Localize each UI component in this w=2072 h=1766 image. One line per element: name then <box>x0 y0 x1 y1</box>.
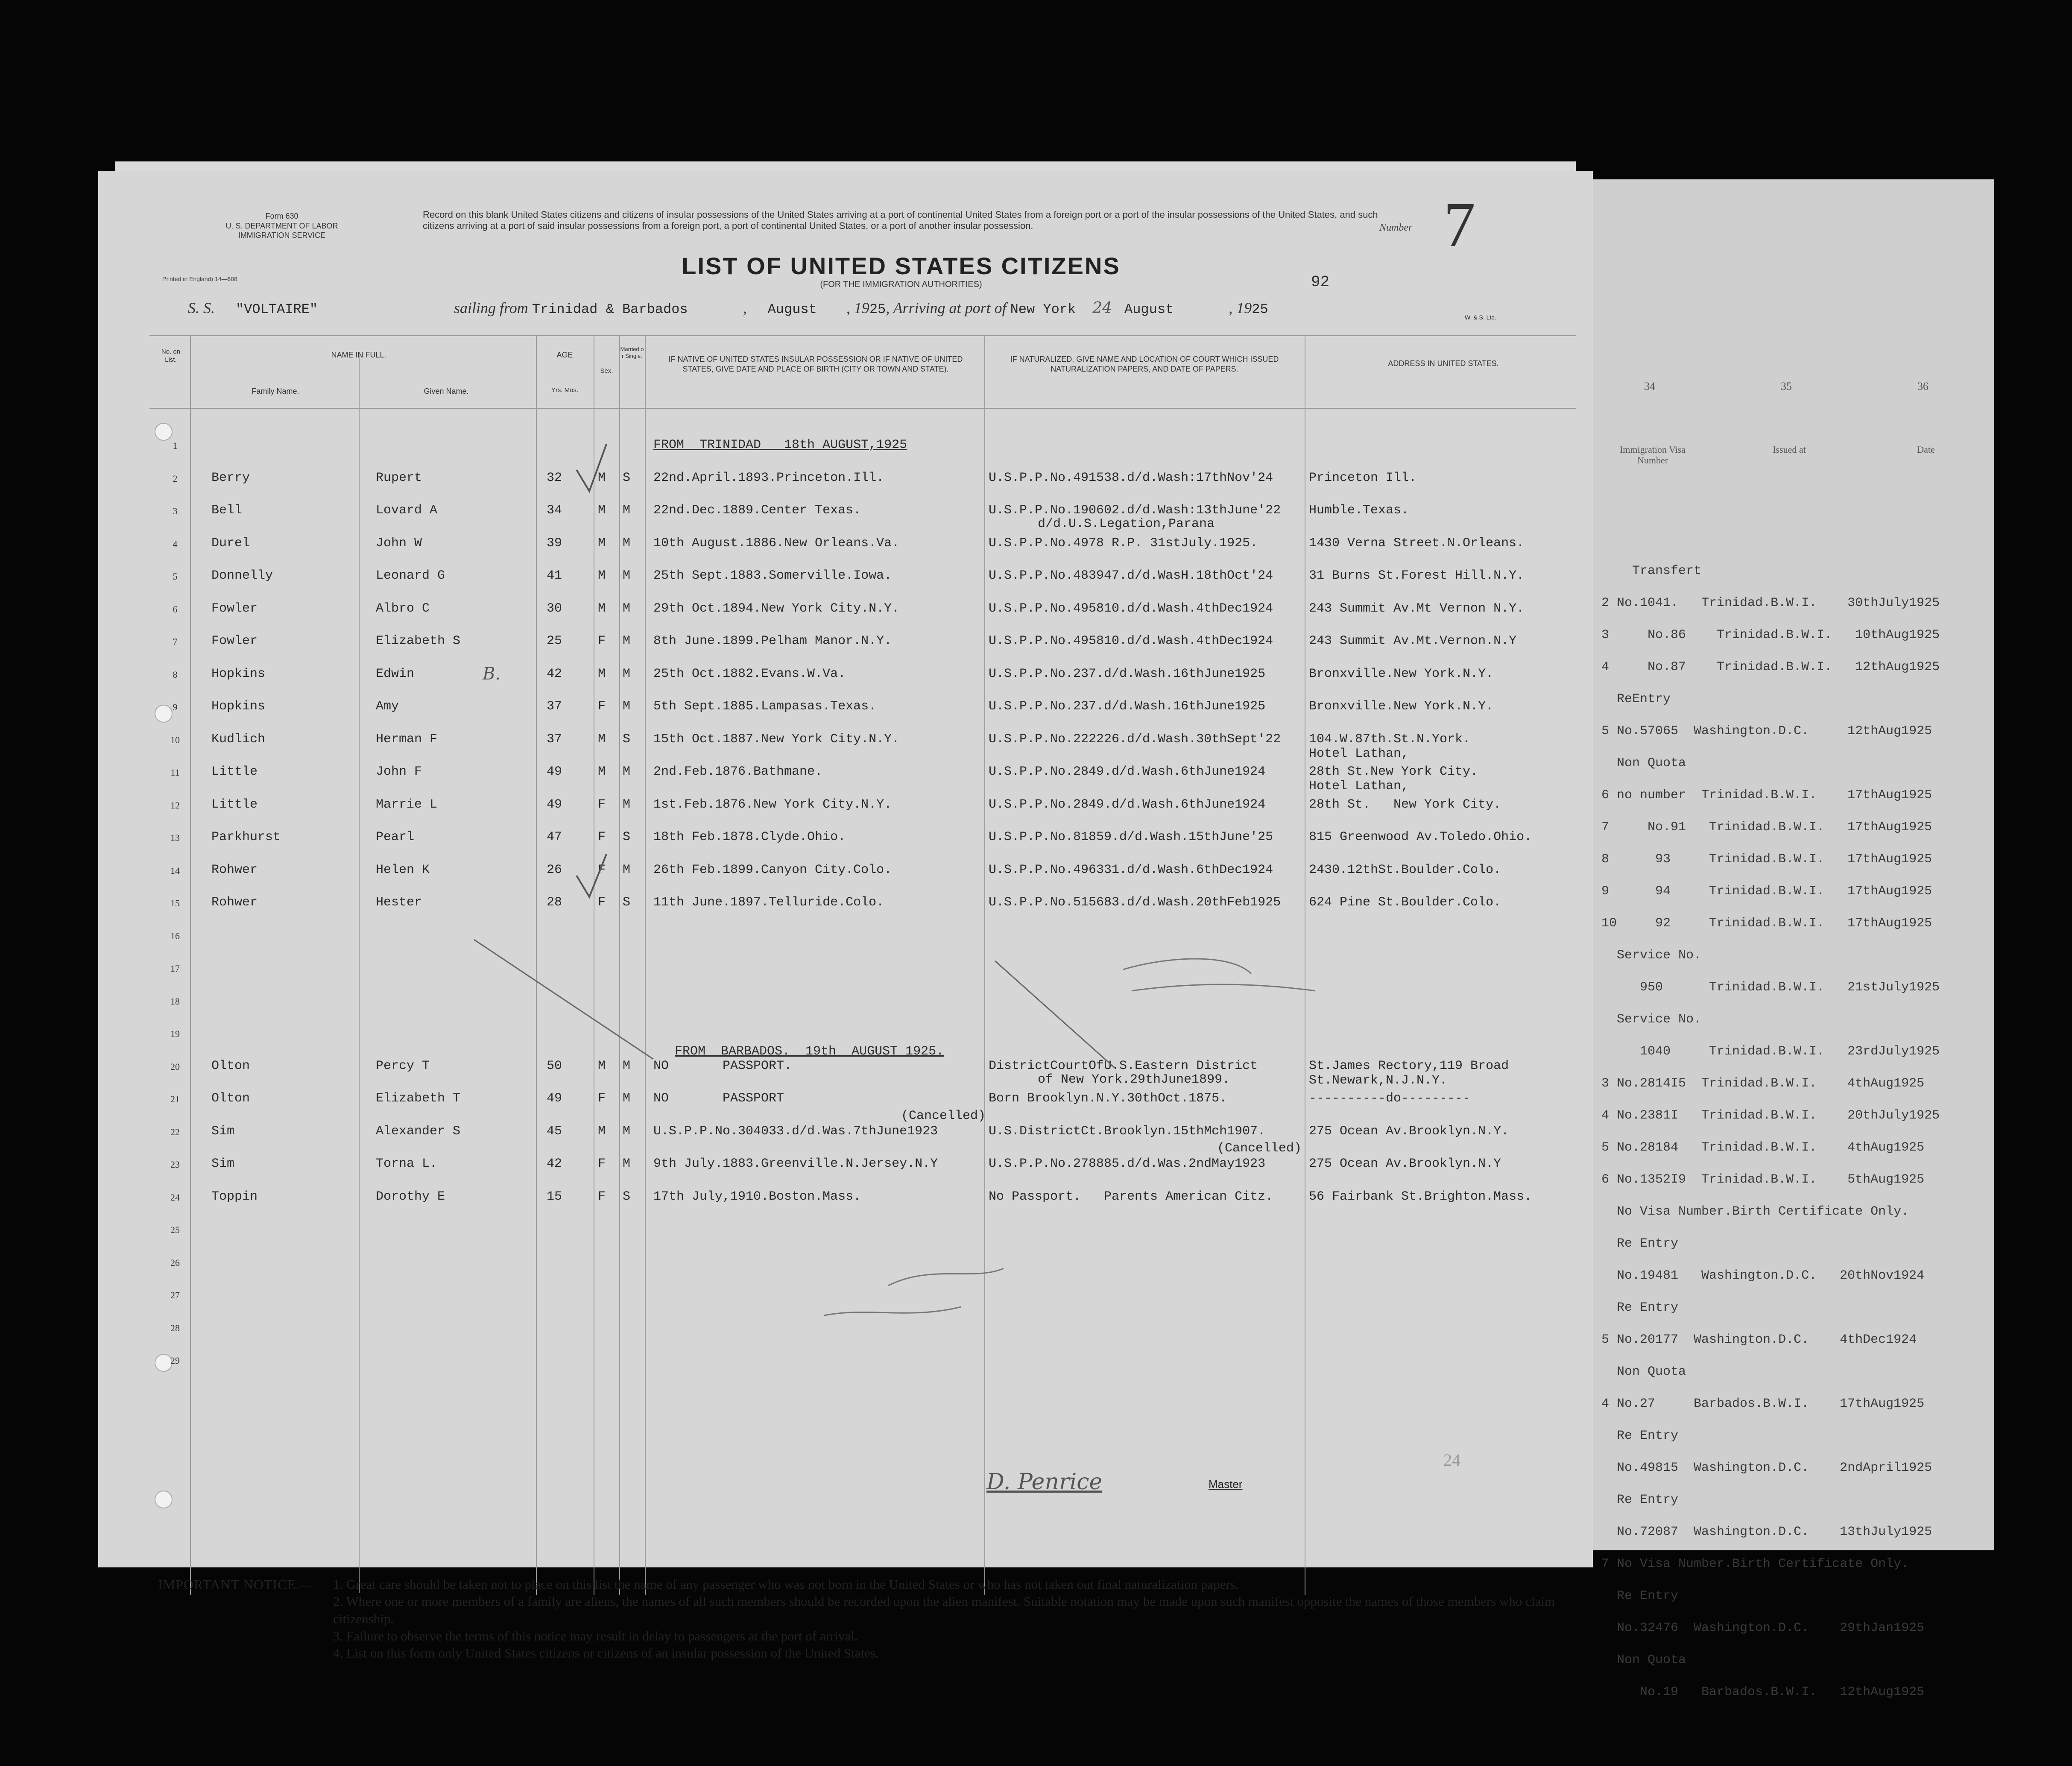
notice-item: 1. Great care should be taken not to place on this list the name of any passenger who was not born in the United States or who has not taken out final naturalization papers. <box>333 1577 1239 1592</box>
row-number: 2 <box>173 473 178 484</box>
marital-status: S <box>623 732 631 747</box>
birth-info: 9th July.1883.Greenville.N.Jersey.N.Y <box>653 1157 938 1171</box>
naturalization-info: U.S.P.P.No.237.d/d.Wash.16thJune1925 <box>989 699 1266 714</box>
ship-prefix: S. S. <box>188 299 215 316</box>
naturalization-info-2: d/d.U.S.Legation,Parana <box>1038 517 1215 531</box>
age: 42 <box>547 1157 562 1171</box>
address-line-2: Hotel Lathan, <box>1309 779 1409 794</box>
col-given-name: Given Name. <box>424 387 469 395</box>
row-number: 20 <box>170 1061 180 1072</box>
row-number: 26 <box>170 1257 180 1268</box>
visa-row: Non Quota <box>1601 1653 1686 1667</box>
age: 49 <box>547 797 562 812</box>
marital-status: M <box>623 1058 631 1073</box>
page-title: LIST OF UNITED STATES CITIZENS <box>682 252 1121 279</box>
notice-items <box>333 1576 1563 1662</box>
address: Humble.Texas. <box>1309 503 1409 518</box>
family-name: Hopkins <box>211 666 266 681</box>
row-number: 28 <box>170 1322 180 1333</box>
age: 45 <box>547 1124 562 1139</box>
family-name: Little <box>211 797 258 812</box>
family-name: Fowler <box>211 634 258 648</box>
manifest-sheet <box>98 171 1593 1567</box>
age: 47 <box>547 830 562 844</box>
notice-item: 3. Failure to observe the terms of this notice may result in delay to passengers at the port of arrival. <box>333 1628 858 1643</box>
visa-row: 4 No.2381I Trinidad.B.W.I. 20thJuly1925 <box>1601 1108 1940 1123</box>
given-name: John W <box>376 536 422 551</box>
row-number: 23 <box>170 1159 180 1170</box>
sailing-month: August <box>767 302 817 317</box>
row-number: 6 <box>173 603 178 615</box>
marital-status: M <box>623 568 631 583</box>
address: ----------do--------- <box>1309 1091 1471 1106</box>
col-family-name: Family Name. <box>252 387 299 395</box>
naturalization-info-2: of New York.29thJune1899. <box>1038 1072 1230 1087</box>
visa-row: 4 No.27 Barbados.B.W.I. 17thAug1925 <box>1601 1397 1925 1411</box>
visa-row: 5 No.20177 Washington.D.C. 4thDec1924 <box>1601 1333 1917 1347</box>
printer-mark: W. & S. Ltd. <box>1465 314 1496 321</box>
visa-row: ReEntry <box>1601 692 1671 706</box>
birth-info: NO PASSPORT. <box>653 1058 792 1073</box>
col-address: ADDRESS IN UNITED STATES. <box>1388 359 1499 368</box>
marital-status: M <box>623 634 631 648</box>
marital-status: M <box>623 797 631 812</box>
given-name: Pearl <box>376 830 415 844</box>
sex: F <box>598 699 606 714</box>
birth-info: 5th Sept.1885.Lampasas.Texas. <box>653 699 877 714</box>
naturalization-info: U.S.P.P.No.515683.d/d.Wash.20thFeb1925 <box>989 895 1281 910</box>
marital-status: S <box>623 830 631 844</box>
arrival-year: 25 <box>1252 302 1268 317</box>
family-name: Fowler <box>211 601 258 616</box>
marital-status: M <box>623 862 631 877</box>
family-name: Donnelly <box>211 568 273 583</box>
age: 41 <box>547 568 562 583</box>
age: 42 <box>547 666 562 681</box>
address: 28th St.New York City. <box>1309 764 1478 779</box>
given-name: Hester <box>376 895 422 910</box>
visa-row: 9 94 Trinidad.B.W.I. 17thAug1925 <box>1601 884 1932 899</box>
arrival-day: 24 <box>1092 299 1112 317</box>
marital-status: M <box>623 666 631 681</box>
visa-row: 5 No.57065 Washington.D.C. 12thAug1925 <box>1601 724 1932 738</box>
naturalization-info: U.S.P.P.No.495810.d/d.Wash.4thDec1924 <box>989 601 1273 616</box>
address: Bronxville.New York.N.Y. <box>1309 699 1494 714</box>
given-name: Amy <box>376 699 399 714</box>
sex: F <box>598 1189 606 1204</box>
given-name: Edwin <box>376 666 415 681</box>
naturalization-info: U.S.P.P.No.495810.d/d.Wash.4thDec1924 <box>989 634 1273 648</box>
family-name: Sim <box>211 1157 235 1171</box>
section-trinidad: FROM TRINIDAD 18th AUGUST,1925 <box>653 438 907 452</box>
visa-row: Service No. <box>1601 1012 1702 1027</box>
sex: F <box>598 830 606 844</box>
birth-info: 25th Oct.1882.Evans.W.Va. <box>653 666 846 681</box>
sex: F <box>598 1091 606 1106</box>
visa-row: 3 No.86 Trinidad.B.W.I. 10thAug1925 <box>1601 628 1940 642</box>
visa-row: Re Entry <box>1601 1589 1679 1603</box>
page-subtitle: (FOR THE IMMIGRATION AUTHORITIES) <box>820 280 982 289</box>
sex: M <box>598 666 606 681</box>
visa-row: 950 Trinidad.B.W.I. 21stJuly1925 <box>1601 980 1940 995</box>
visa-row: 3 No.2814I5 Trinidad.B.W.I. 4thAug1925 <box>1601 1076 1925 1091</box>
col-num-34: 34 <box>1644 380 1655 392</box>
age: 50 <box>547 1058 562 1073</box>
given-name: Herman F <box>376 732 438 747</box>
year-prefix: , 19 <box>846 299 869 316</box>
address: 28th St. New York City. <box>1309 797 1501 812</box>
sex: M <box>598 601 606 616</box>
row-number: 25 <box>170 1224 180 1235</box>
list-number: 7 <box>1443 189 1475 260</box>
col-name-in-full: NAME IN FULL. <box>331 351 386 359</box>
master-signature: D. Penrice <box>986 1469 1103 1495</box>
age: 39 <box>547 536 562 551</box>
marital-status: M <box>623 764 631 779</box>
ship-name: "VOLTAIRE" <box>236 302 318 317</box>
row-number: 17 <box>170 963 180 974</box>
family-name: Parkhurst <box>211 830 281 844</box>
visa-row: 7 No.91 Trinidad.B.W.I. 17thAug1925 <box>1601 820 1932 835</box>
sailing-label: sailing from <box>454 299 528 316</box>
col-no: No. on List. <box>161 348 181 363</box>
back-sheet <box>1576 179 1994 1699</box>
sex: F <box>598 797 606 812</box>
sex: M <box>598 1124 606 1139</box>
department: U. S. DEPARTMENT OF LABOR <box>225 221 338 230</box>
address: Princeton Ill. <box>1309 470 1417 485</box>
age: 37 <box>547 699 562 714</box>
sex: M <box>598 764 606 779</box>
given-name: Marrie L <box>376 797 438 812</box>
issued-at-head: Issued at <box>1773 444 1806 455</box>
marital-status: S <box>623 895 631 910</box>
age: 30 <box>547 601 562 616</box>
row-number: 12 <box>170 800 180 811</box>
birth-info: 8th June.1899.Pelham Manor.N.Y. <box>653 634 892 648</box>
birth-info: 10th August.1886.New Orleans.Va. <box>653 536 900 551</box>
marital-status: M <box>623 1124 631 1139</box>
sex: F <box>598 862 606 877</box>
address: 275 Ocean Av.Brooklyn.N.Y <box>1309 1157 1501 1171</box>
given-name: Leonard G <box>376 568 445 583</box>
age: 26 <box>547 862 562 877</box>
date-head: Date <box>1917 444 1935 455</box>
family-name: Olton <box>211 1058 250 1073</box>
voyage-line: S. S. "VOLTAIRE" sailing from Trinidad & Barbados , August , 1925, Arriving at port of New York 24 August , 1925 <box>188 299 1268 317</box>
birth-info: 29th Oct.1894.New York City.N.Y. <box>653 601 900 616</box>
cancelled-note: (Cancelled) <box>1217 1141 1302 1156</box>
marital-status: M <box>623 699 631 714</box>
family-name: Little <box>211 764 258 779</box>
row-number: 14 <box>170 865 180 876</box>
address-line-2: St.Newark,N.J.N.Y. <box>1309 1073 1448 1088</box>
naturalization-info: DistrictCourtOfU.S.Eastern District <box>989 1058 1258 1073</box>
birth-info: 25th Sept.1883.Somerville.Iowa. <box>653 568 892 583</box>
row-number: 21 <box>170 1094 180 1104</box>
col-yrs-mos: Yrs. Mos. <box>551 387 579 394</box>
birth-info: 2nd.Feb.1876.Bathmane. <box>653 764 823 779</box>
naturalization-info: U.S.P.P.No.278885.d/d.Was.2ndMay1923 <box>989 1157 1266 1171</box>
given-name: Percy T <box>376 1058 430 1073</box>
cancelled-note: (Cancelled) <box>901 1108 986 1123</box>
family-name: Bell <box>211 503 243 518</box>
address: 624 Pine St.Boulder.Colo. <box>1309 895 1501 910</box>
sex: F <box>598 895 606 910</box>
naturalization-info: U.S.P.P.No.237.d/d.Wash.16thJune1925 <box>989 666 1266 681</box>
marital-status: M <box>623 1157 631 1171</box>
family-name: Rohwer <box>211 895 258 910</box>
birth-info: 18th Feb.1878.Clyde.Ohio. <box>653 830 846 844</box>
family-name: Olton <box>211 1091 250 1106</box>
address: 815 Greenwood Av.Toledo.Ohio. <box>1309 830 1532 844</box>
age: 49 <box>547 764 562 779</box>
birth-info: 17th July,1910.Boston.Mass. <box>653 1189 861 1204</box>
row-number: 22 <box>170 1126 180 1137</box>
master-label: Master <box>1209 1478 1243 1491</box>
marital-status: M <box>623 536 631 551</box>
row-number: 15 <box>170 898 180 908</box>
list-no: 92 <box>1311 273 1330 291</box>
form-number: Form 630 <box>265 212 299 220</box>
row-number: 4 <box>173 538 178 549</box>
family-name: Kudlich <box>211 732 266 747</box>
birth-info: 1st.Feb.1876.New York City.N.Y. <box>653 797 892 812</box>
visa-row: No.19 Barbados.B.W.I. 12thAug1925 <box>1601 1685 1925 1699</box>
family-name: Sim <box>211 1124 235 1139</box>
address: 2430.12thSt.Boulder.Colo. <box>1309 862 1501 877</box>
family-name: Toppin <box>211 1189 258 1204</box>
row-number: 9 <box>173 702 178 712</box>
given-name: Alexander S <box>376 1124 461 1139</box>
given-name: John F <box>376 764 422 779</box>
address: 275 Ocean Av.Brooklyn.N.Y. <box>1309 1124 1509 1139</box>
row-number: 24 <box>170 1192 180 1203</box>
visa-row: 6 No.1352I9 Trinidad.B.W.I. 5thAug1925 <box>1601 1172 1925 1187</box>
naturalization-info: U.S.P.P.No.4978 R.P. 31stJuly.1925. <box>989 536 1258 551</box>
naturalization-info: U.S.P.P.No.222226.d/d.Wash.30thSept'22 <box>989 732 1281 747</box>
sex: F <box>598 1157 606 1171</box>
naturalization-info: U.S.P.P.No.81859.d/d.Wash.15thJune'25 <box>989 830 1273 844</box>
address: 243 Summit Av.Mt.Vernon.N.Y <box>1309 634 1517 648</box>
address: Bronxville.New York.N.Y. <box>1309 666 1494 681</box>
birth-info: 22nd.Dec.1889.Center Texas. <box>653 503 861 518</box>
row-number: 19 <box>170 1028 180 1039</box>
notice-item: 4. List on this form only United States citizens or citizens of an insular possession of the United States. <box>333 1646 879 1661</box>
visa-row: 2 No.1041. Trinidad.B.W.I. 30thJuly1925 <box>1601 596 1940 610</box>
arrival-month: August <box>1124 302 1174 317</box>
row-number: 11 <box>170 767 180 778</box>
arriving-label: , Arriving at port of <box>886 299 1007 316</box>
number-label: Number <box>1379 222 1413 233</box>
given-name: Elizabeth T <box>376 1091 461 1106</box>
sex: M <box>598 536 606 551</box>
marital-status: M <box>623 601 631 616</box>
row-number: 10 <box>170 734 180 745</box>
service: IMMIGRATION SERVICE <box>238 231 326 240</box>
address: 31 Burns St.Forest Hill.N.Y. <box>1309 568 1525 583</box>
age: 49 <box>547 1091 562 1106</box>
birth-info: NO PASSPORT <box>653 1091 784 1106</box>
col-birth: IF NATIVE OF UNITED STATES INSULAR POSSESSION OR IF NATIVE OF UNITED STATES, GIVE DATE AND PLACE OF BIRTH (CITY OR TOWN AND STATE). <box>668 355 963 373</box>
birth-info: 11th June.1897.Telluride.Colo. <box>653 895 884 910</box>
visa-row: Non Quota <box>1601 756 1686 770</box>
family-name: Berry <box>211 470 250 485</box>
row-number: 13 <box>170 832 180 843</box>
row-number: 5 <box>173 571 178 582</box>
visa-row: Non Quota <box>1601 1365 1686 1379</box>
sex: M <box>598 470 606 485</box>
visa-row: 7 No Visa Number.Birth Certificate Only. <box>1601 1557 1909 1571</box>
row-number: 3 <box>173 506 178 516</box>
visa-row: 8 93 Trinidad.B.W.I. 17thAug1925 <box>1601 852 1932 867</box>
birth-info: U.S.P.P.No.304033.d/d.Was.7thJune1923 <box>653 1124 938 1139</box>
form-notice: Record on this blank United States citizens and citizens of insular possessions of the United States arriving at a port of continental United States from a foreign port or a port of the insular possessions of the United States, and such citizens arriving at a port of said insular possessions from a foreign port, a port of continental United States, or a port of another insular possession. <box>423 209 1378 231</box>
given-name: Dorothy E <box>376 1189 445 1204</box>
naturalization-info: U.S.P.P.No.2849.d/d.Wash.6thJune1924 <box>989 797 1266 812</box>
naturalization-info: U.S.DistrictCt.Brooklyn.15thMch1907. <box>989 1124 1266 1139</box>
visa-row: 4 No.87 Trinidad.B.W.I. 12thAug1925 <box>1601 660 1940 674</box>
address: 1430 Verna Street.N.Orleans. <box>1309 536 1525 551</box>
important-label: IMPORTANT NOTICE.— <box>158 1577 314 1592</box>
given-name: Torna L. <box>376 1157 438 1171</box>
age: 37 <box>547 732 562 747</box>
row-number: 16 <box>170 930 180 941</box>
age: 15 <box>547 1189 562 1204</box>
col-sex: Sex. <box>600 367 613 375</box>
sex: M <box>598 732 606 747</box>
visa-number-head: Immigration Visa Number <box>1619 444 1686 466</box>
family-name: Hopkins <box>211 699 266 714</box>
visa-row: Transfert <box>1601 564 1702 578</box>
visa-row: No.72087 Washington.D.C. 13thJuly1925 <box>1601 1525 1932 1539</box>
age: 34 <box>547 503 562 518</box>
given-name: Rupert <box>376 470 422 485</box>
arrival-port: New York <box>1010 302 1076 317</box>
row-number: 1 <box>173 440 178 451</box>
given-name: Lovard A <box>376 503 438 518</box>
age: 28 <box>547 895 562 910</box>
birth-info: 26th Feb.1899.Canyon City.Colo. <box>653 862 892 877</box>
naturalization-info: U.S.P.P.No.2849.d/d.Wash.6thJune1924 <box>989 764 1266 779</box>
visa-row: Re Entry <box>1601 1429 1679 1443</box>
sex: M <box>598 568 606 583</box>
naturalization-info: No Passport. Parents American Citz. <box>989 1189 1273 1204</box>
col-num-36: 36 <box>1917 380 1929 392</box>
visa-row: 1040 Trinidad.B.W.I. 23rdJuly1925 <box>1601 1044 1940 1059</box>
address-line-2: Hotel Lathan, <box>1309 746 1409 761</box>
naturalization-info: Born Brooklyn.N.Y.30thOct.1875. <box>989 1091 1227 1106</box>
col-naturalized: IF NATURALIZED, GIVE NAME AND LOCATION OF COURT WHICH ISSUED NATURALIZATION PAPERS, AND DATE OF PAPERS. <box>1010 355 1279 373</box>
row-number: 29 <box>170 1355 180 1366</box>
visa-row: 6 no number Trinidad.B.W.I. 17thAug1925 <box>1601 788 1932 802</box>
age: 32 <box>547 470 562 485</box>
visa-row: No Visa Number.Birth Certificate Only. <box>1601 1204 1909 1219</box>
given-name: Albro C <box>376 601 430 616</box>
printed-note: Printed in England) 14—608 <box>162 275 237 282</box>
visa-row: 5 No.28184 Trinidad.B.W.I. 4thAug1925 <box>1601 1140 1925 1155</box>
sailing-from: Trinidad & Barbados <box>532 302 688 317</box>
naturalization-info: U.S.P.P.No.496331.d/d.Wash.6thDec1924 <box>989 862 1273 877</box>
row-number: 7 <box>173 636 178 647</box>
birth-info: 22nd.April.1893.Princeton.Ill. <box>653 470 884 485</box>
sailing-year: 25 <box>869 302 886 317</box>
address: St.James Rectory,119 Broad <box>1309 1058 1509 1073</box>
visa-row: No.19481 Washington.D.C. 20thNov1924 <box>1601 1268 1925 1283</box>
family-name: Rohwer <box>211 862 258 877</box>
address: 243 Summit Av.Mt Vernon N.Y. <box>1309 601 1525 616</box>
handwriting-marks <box>98 171 1593 1567</box>
row-number: 8 <box>173 669 178 680</box>
family-name: Durel <box>211 536 250 551</box>
marital-status: M <box>623 1091 631 1106</box>
visa-row: 10 92 Trinidad.B.W.I. 17thAug1925 <box>1601 916 1932 931</box>
visa-row: Re Entry <box>1601 1300 1679 1315</box>
given-name: Helen K <box>376 862 430 877</box>
row-number: 18 <box>170 996 180 1007</box>
address: 104.W.87th.St.N.York. <box>1309 732 1471 747</box>
sex: F <box>598 634 606 648</box>
visa-row: Service No. <box>1601 948 1702 963</box>
sex: M <box>598 1058 606 1073</box>
sex: M <box>598 503 606 518</box>
marital-status: M <box>623 503 631 518</box>
marital-status: S <box>623 1189 631 1204</box>
marital-status: S <box>623 470 631 485</box>
col-age: AGE <box>556 351 573 359</box>
handwritten-initial: B. <box>483 664 501 684</box>
page-mark: 24 <box>1443 1450 1460 1470</box>
notice-item: 2. Where one or more members of a family are aliens, the names of all such members should be recorded upon the alien manifest. Suitable notation may be made upon such manifest opposite the names of those members who claim citizenship. <box>333 1594 1555 1626</box>
visa-row: No.49815 Washington.D.C. 2ndApril1925 <box>1601 1461 1932 1475</box>
naturalization-info: U.S.P.P.No.190602.d/d.Wash:13thJune'22 <box>989 503 1281 518</box>
visa-row: Re Entry <box>1601 1236 1679 1251</box>
visa-row: No.32476 Washington.D.C. 29thJan1925 <box>1601 1621 1925 1635</box>
naturalization-info: U.S.P.P.No.483947.d/d.WasH.18thOct'24 <box>989 568 1273 583</box>
birth-info: 15th Oct.1887.New York City.N.Y. <box>653 732 900 747</box>
row-number: 27 <box>170 1290 180 1300</box>
given-name: Elizabeth S <box>376 634 461 648</box>
col-num-35: 35 <box>1781 380 1792 392</box>
col-married: Married or Single. <box>620 346 644 360</box>
naturalization-info: U.S.P.P.No.491538.d/d.Wash:17thNov'24 <box>989 470 1273 485</box>
section-barbados: FROM BARBADOS. 19th AUGUST 1925. <box>675 1044 944 1059</box>
visa-row: Re Entry <box>1601 1493 1679 1507</box>
age: 25 <box>547 634 562 648</box>
address: 56 Fairbank St.Brighton.Mass. <box>1309 1189 1532 1204</box>
